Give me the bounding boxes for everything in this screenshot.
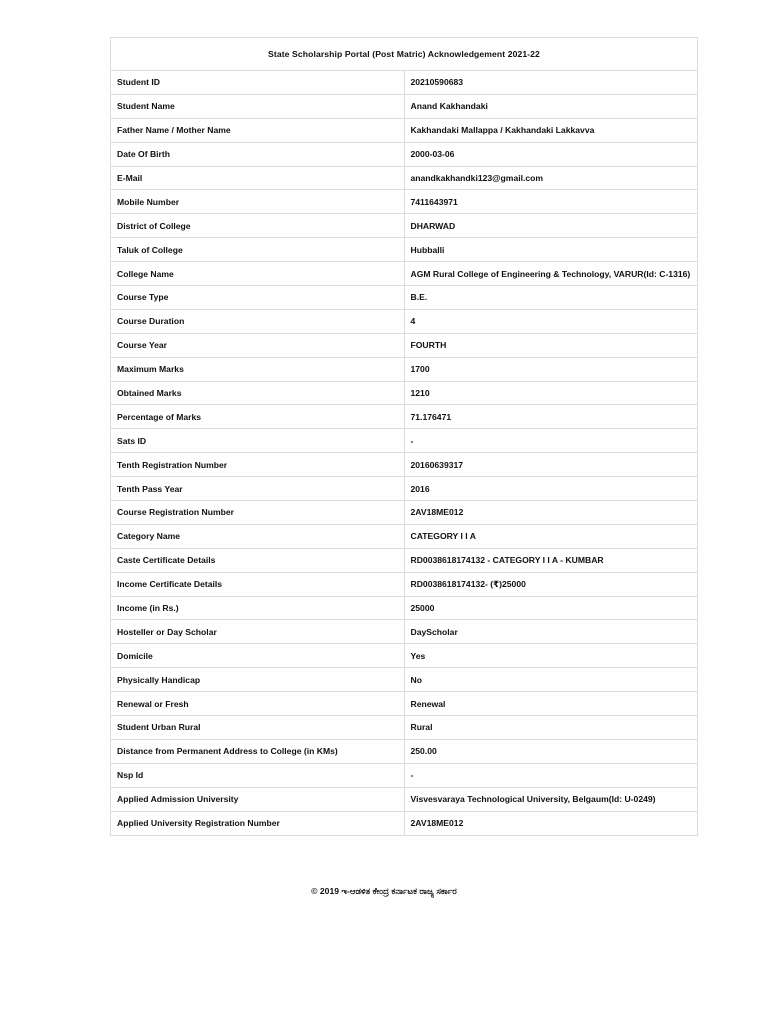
field-value: AGM Rural College of Engineering & Technology, VARUR(Id: C-1316) bbox=[404, 262, 698, 286]
field-value: DHARWAD bbox=[404, 214, 698, 238]
field-label: Father Name / Mother Name bbox=[111, 118, 405, 142]
table-row bbox=[111, 357, 698, 381]
field-label: Mobile Number bbox=[111, 190, 405, 214]
field-label: Physically Handicap bbox=[111, 668, 405, 692]
table-row bbox=[111, 524, 698, 548]
field-label: Distance from Permanent Address to College (in KMs) bbox=[111, 739, 405, 763]
field-label: Course Registration Number bbox=[111, 501, 405, 525]
field-label: Student Name bbox=[111, 94, 405, 118]
field-value: 4 bbox=[404, 309, 698, 333]
field-label: Course Year bbox=[111, 333, 405, 357]
table-row bbox=[111, 501, 698, 525]
field-label: Nsp Id bbox=[111, 763, 405, 787]
field-value: Visvesvaraya Technological University, Belgaum(Id: U-0249) bbox=[404, 787, 698, 811]
field-label: Caste Certificate Details bbox=[111, 548, 405, 572]
table-row bbox=[111, 596, 698, 620]
table-row bbox=[111, 262, 698, 286]
field-value: Renewal bbox=[404, 692, 698, 716]
acknowledgement-sheet bbox=[110, 37, 698, 836]
field-value: No bbox=[404, 668, 698, 692]
table-row bbox=[111, 716, 698, 740]
field-label: Taluk of College bbox=[111, 238, 405, 262]
field-value: Anand Kakhandaki bbox=[404, 94, 698, 118]
field-label: Income (in Rs.) bbox=[111, 596, 405, 620]
table-row bbox=[111, 811, 698, 835]
field-label: Category Name bbox=[111, 524, 405, 548]
table-row bbox=[111, 333, 698, 357]
field-label: Student ID bbox=[111, 71, 405, 95]
field-value: 1700 bbox=[404, 357, 698, 381]
field-value: Yes bbox=[404, 644, 698, 668]
footer-copyright: © 2019 ಇ-ಆಡಳಿತ ಕೇಂದ್ರ ಕರ್ನಾಟಕ ರಾಜ್ಯ ಸರ್ಕಾರ bbox=[311, 886, 457, 896]
field-label: Applied University Registration Number bbox=[111, 811, 405, 835]
field-value: FOURTH bbox=[404, 333, 698, 357]
table-row bbox=[111, 94, 698, 118]
field-label: E-Mail bbox=[111, 166, 405, 190]
field-value: 2016 bbox=[404, 477, 698, 501]
field-value: - bbox=[404, 429, 698, 453]
field-value: RD0038618174132 - CATEGORY I I A - KUMBAR bbox=[404, 548, 698, 572]
field-label: Tenth Pass Year bbox=[111, 477, 405, 501]
table-row bbox=[111, 739, 698, 763]
field-label: Applied Admission University bbox=[111, 787, 405, 811]
field-value: 2000-03-06 bbox=[404, 142, 698, 166]
field-value: Kakhandaki Mallappa / Kakhandaki Lakkavva bbox=[404, 118, 698, 142]
table-row bbox=[111, 429, 698, 453]
table-row bbox=[111, 166, 698, 190]
field-label: Sats ID bbox=[111, 429, 405, 453]
table-row bbox=[111, 286, 698, 310]
field-label: College Name bbox=[111, 262, 405, 286]
field-value: anandkakhandki123@gmail.com bbox=[404, 166, 698, 190]
field-value: B.E. bbox=[404, 286, 698, 310]
table-row bbox=[111, 692, 698, 716]
table-row bbox=[111, 309, 698, 333]
field-value: 71.176471 bbox=[404, 405, 698, 429]
table-row bbox=[111, 787, 698, 811]
field-label: Percentage of Marks bbox=[111, 405, 405, 429]
field-label: Student Urban Rural bbox=[111, 716, 405, 740]
table-row bbox=[111, 644, 698, 668]
field-label: Course Duration bbox=[111, 309, 405, 333]
table-row bbox=[111, 477, 698, 501]
field-value: 2AV18ME012 bbox=[404, 811, 698, 835]
field-value: 1210 bbox=[404, 381, 698, 405]
field-value: 2AV18ME012 bbox=[404, 501, 698, 525]
field-value: - bbox=[404, 763, 698, 787]
table-row bbox=[111, 71, 698, 95]
table-row bbox=[111, 381, 698, 405]
field-value: Hubballi bbox=[404, 238, 698, 262]
table-row bbox=[111, 453, 698, 477]
field-value: CATEGORY I I A bbox=[404, 524, 698, 548]
field-value: 250.00 bbox=[404, 739, 698, 763]
field-label: Course Type bbox=[111, 286, 405, 310]
field-label: Renewal or Fresh bbox=[111, 692, 405, 716]
acknowledgement-table bbox=[110, 37, 698, 836]
table-row bbox=[111, 668, 698, 692]
table-row bbox=[111, 142, 698, 166]
field-value: 25000 bbox=[404, 596, 698, 620]
table-row bbox=[111, 118, 698, 142]
table-row bbox=[111, 620, 698, 644]
field-label: Hosteller or Day Scholar bbox=[111, 620, 405, 644]
field-label: Obtained Marks bbox=[111, 381, 405, 405]
title-row bbox=[111, 38, 698, 71]
field-label: Maximum Marks bbox=[111, 357, 405, 381]
field-value: 20210590683 bbox=[404, 71, 698, 95]
table-row bbox=[111, 405, 698, 429]
table-row bbox=[111, 572, 698, 596]
field-label: Domicile bbox=[111, 644, 405, 668]
table-row bbox=[111, 214, 698, 238]
table-row bbox=[111, 763, 698, 787]
field-value: 20160639317 bbox=[404, 453, 698, 477]
field-label: District of College bbox=[111, 214, 405, 238]
field-value: Rural bbox=[404, 716, 698, 740]
page-title: State Scholarship Portal (Post Matric) Acknowledgement 2021-22 bbox=[111, 38, 698, 71]
field-label: Date Of Birth bbox=[111, 142, 405, 166]
table-row bbox=[111, 238, 698, 262]
field-label: Tenth Registration Number bbox=[111, 453, 405, 477]
field-value: 7411643971 bbox=[404, 190, 698, 214]
field-label: Income Certificate Details bbox=[111, 572, 405, 596]
table-row bbox=[111, 190, 698, 214]
field-value: DayScholar bbox=[404, 620, 698, 644]
field-value: RD0038618174132- (₹)25000 bbox=[404, 572, 698, 596]
table-row bbox=[111, 548, 698, 572]
